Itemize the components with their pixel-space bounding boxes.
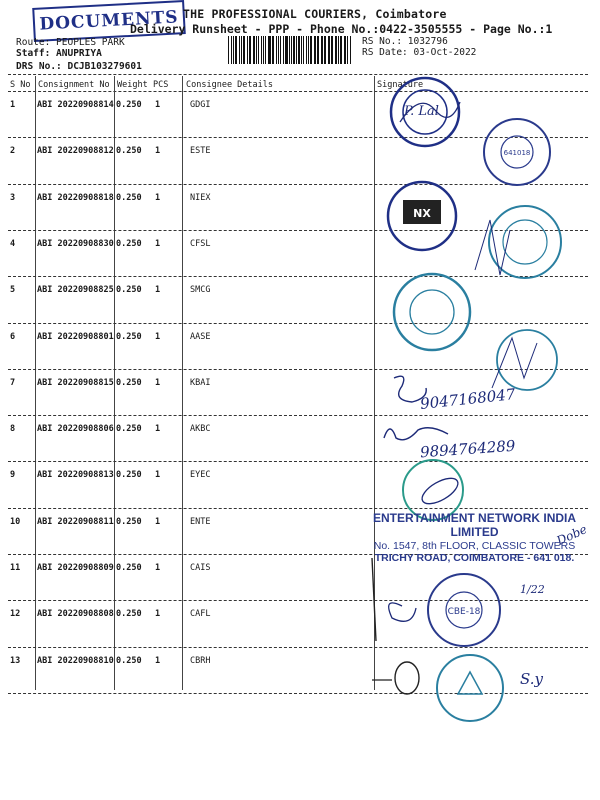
handwritten-phone-7: 9047168047 (419, 385, 517, 413)
cell-consignment: ABI 20220908810 (37, 655, 114, 666)
barcode-bar (233, 36, 234, 64)
cell-sno: 1 (10, 100, 16, 110)
cell-weight: 0.250 (116, 516, 142, 527)
cell-consignment: ABI 20220908808 (37, 609, 114, 620)
route-label: Route: PEOPLES PARK (16, 37, 125, 48)
handwritten-sign-1: P. Lal (404, 104, 439, 119)
cell-consignment: ABI 20220908812 (37, 146, 114, 157)
cell-sno: 9 (10, 470, 16, 481)
barcode-bar (310, 36, 311, 64)
barcode-bar (335, 36, 337, 64)
barcode-bar (347, 36, 348, 64)
cell-pcs: 1 (155, 192, 161, 203)
cell-sno: 13 (10, 655, 21, 666)
barcode-bar (340, 36, 341, 64)
row-separator (8, 461, 588, 462)
barcode-bar (278, 36, 279, 64)
cell-consignee: CAFL (190, 609, 211, 620)
barcode-bar (250, 36, 251, 64)
cell-sno: 11 (10, 563, 21, 573)
cell-consignment: ABI 20220908830 (37, 238, 114, 249)
cell-consignment: ABI 20220908809 (37, 563, 114, 573)
barcode-bar (268, 36, 270, 64)
barcode-image (228, 36, 352, 64)
barcode-bar (291, 36, 292, 64)
cell-sno: 5 (10, 285, 16, 296)
cell-consignment: ABI 20220908818 (37, 192, 114, 203)
svg-text:CBE-18: CBE-18 (447, 607, 481, 617)
row-separator (8, 508, 588, 509)
rs-number: RS No.: 1032796 (362, 36, 448, 47)
cell-weight: 0.250 (116, 331, 142, 342)
handwritten-sign-10: Dobe (554, 521, 590, 549)
col-divider (35, 76, 36, 690)
barcode-bar (315, 36, 316, 64)
stamp-row-13 (430, 650, 510, 730)
cell-pcs: 1 (155, 563, 161, 573)
barcode-bar (328, 36, 329, 64)
cell-consignee: CAIS (190, 563, 211, 573)
cell-consignee: CFSL (190, 238, 211, 249)
cell-weight: 0.250 (116, 563, 142, 573)
barcode-bar (263, 36, 264, 64)
cell-pcs: 1 (155, 238, 161, 249)
cell-sno: 4 (10, 238, 16, 249)
col-divider (182, 76, 183, 690)
col-header-signature: Signature (377, 80, 424, 90)
barcode-bar (317, 36, 319, 64)
cell-weight: 0.250 (116, 285, 142, 296)
stamp-city: TRICHY ROAD, COIMBATORE - 641 018. (374, 551, 575, 564)
stamp-row-3 (377, 178, 467, 258)
cell-consignee: ENTE (190, 516, 211, 527)
col-header-consignee: Consignee Details (186, 80, 273, 90)
cell-consignee: ESTE (190, 146, 211, 157)
barcode-bar (296, 36, 297, 64)
cell-sno: 2 (10, 146, 16, 157)
cell-pcs: 1 (155, 516, 161, 527)
barcode-bar (228, 36, 229, 64)
cell-pcs: 1 (155, 146, 161, 157)
barcode-bar (332, 36, 333, 64)
barcode-bar (235, 36, 237, 64)
barcode-bar (289, 36, 290, 64)
barcode-bar (243, 36, 244, 64)
svg-text:NX: NX (413, 207, 431, 220)
cell-consignee: NIEX (190, 192, 211, 203)
svg-text:641018: 641018 (503, 149, 531, 157)
barcode-bar (283, 36, 284, 64)
cell-consignment: ABI 20220908806 (37, 424, 114, 435)
barcode-bar (231, 36, 232, 64)
barcode-bar (301, 36, 302, 64)
cell-sno: 6 (10, 331, 16, 342)
col-header-consignment: Consignment No (38, 80, 110, 90)
stamp-row-5 (384, 270, 484, 355)
barcode-bar (253, 36, 255, 64)
barcode-bar (324, 36, 325, 64)
barcode-bar (256, 36, 257, 64)
cell-consignment: ABI 20220908815 (37, 377, 114, 388)
col-header-pcs: PCS (153, 80, 169, 90)
cell-consignment: ABI 20220908825 (37, 285, 114, 296)
cell-consignment: ABI 20220908801 (37, 331, 114, 342)
cell-consignee: SMCG (190, 285, 211, 296)
barcode-bar (338, 36, 339, 64)
cell-pcs: 1 (155, 609, 161, 620)
barcode-bar (265, 36, 266, 64)
barcode-bar (261, 36, 262, 64)
barcode-bar (293, 36, 294, 64)
handwritten-note-12: 1/22 (520, 583, 545, 596)
barcode-bar (331, 36, 332, 64)
barcode-bar (321, 36, 322, 64)
stamp-row-4 (470, 200, 580, 285)
barcode-bar (345, 36, 346, 64)
barcode-bar (249, 36, 250, 64)
cell-sno: 12 (10, 609, 21, 620)
rs-date: RS Date: 03-Oct-2022 (362, 47, 477, 58)
cell-consignee: KBAI (190, 377, 211, 388)
cell-weight: 0.250 (116, 470, 142, 481)
cell-weight: 0.250 (116, 238, 142, 249)
cell-consignment: ABI 20220908814 (37, 100, 114, 110)
barcode-bar (239, 36, 240, 64)
cell-pcs: 1 (155, 655, 161, 666)
barcode-bar (276, 36, 277, 64)
barcode-bar (344, 36, 345, 64)
barcode-bar (298, 36, 300, 64)
cell-pcs: 1 (155, 424, 161, 435)
barcode-bar (306, 36, 307, 64)
stamp-row-2 (470, 112, 565, 192)
cell-sno: 8 (10, 424, 16, 435)
drs-number: DRS No.: DCJB103279601 (16, 61, 142, 72)
header-rule-top (8, 74, 588, 75)
cell-weight: 0.250 (116, 377, 142, 388)
barcode-bar (303, 36, 304, 64)
barcode-bar (273, 36, 274, 64)
header-rule-bottom (8, 91, 588, 92)
cell-weight: 0.250 (116, 146, 142, 157)
cell-consignment: ABI 20220908811 (37, 516, 114, 527)
cell-weight: 0.250 (116, 192, 142, 203)
handwritten-sign-13: S.y (520, 670, 543, 688)
cell-weight: 0.250 (116, 655, 142, 666)
cell-weight: 0.250 (116, 100, 142, 110)
barcode-bar (247, 36, 248, 64)
row-separator (8, 415, 588, 416)
cell-consignee: GDGI (190, 100, 211, 110)
barcode-bar (241, 36, 242, 64)
runsheet-subtitle: Delivery Runsheet - PPP - Phone No.:0422-3505555 - Page No.:1 (130, 22, 553, 36)
stamp-company-name: ENTERTAINMENT NETWORK INDIA LIMITED (372, 511, 577, 539)
barcode-bar (258, 36, 259, 64)
barcode-bar (285, 36, 287, 64)
col-header-sno: S No (10, 80, 31, 90)
cell-consignee: AKBC (190, 424, 211, 435)
staff-label: Staff: ANUPRIYA (16, 48, 102, 59)
cell-consignee: CBRH (190, 655, 211, 666)
col-header-weight: Weight (117, 80, 148, 90)
cell-consignee: EYEC (190, 470, 211, 481)
barcode-bar (314, 36, 315, 64)
cell-sno: 10 (10, 516, 21, 527)
col-divider (114, 76, 115, 690)
cell-sno: 3 (10, 192, 16, 203)
handwritten-phone-8: 9894764289 (419, 436, 516, 462)
cell-pcs: 1 (155, 331, 161, 342)
cell-consignee: AASE (190, 331, 211, 342)
cell-weight: 0.250 (116, 424, 142, 435)
cell-weight: 0.250 (116, 609, 142, 620)
documents-stamp: DOCUMENTS (32, 0, 186, 42)
company-title: THE PROFESSIONAL COURIERS, Coimbatore (183, 7, 447, 21)
barcode-bar (272, 36, 273, 64)
cell-consignment: ABI 20220908813 (37, 470, 114, 481)
cell-pcs: 1 (155, 285, 161, 296)
stamp-address: No. 1547, 8th FLOOR, CLASSIC TOWERS (373, 539, 576, 552)
barcode-bar (308, 36, 309, 64)
barcode-bar (350, 36, 351, 64)
cell-sno: 7 (10, 377, 16, 388)
cell-pcs: 1 (155, 470, 161, 481)
cell-pcs: 1 (155, 377, 161, 388)
cell-pcs: 1 (155, 100, 161, 110)
barcode-bar (325, 36, 326, 64)
barcode-bar (280, 36, 281, 64)
stamp-row-12 (412, 566, 522, 656)
